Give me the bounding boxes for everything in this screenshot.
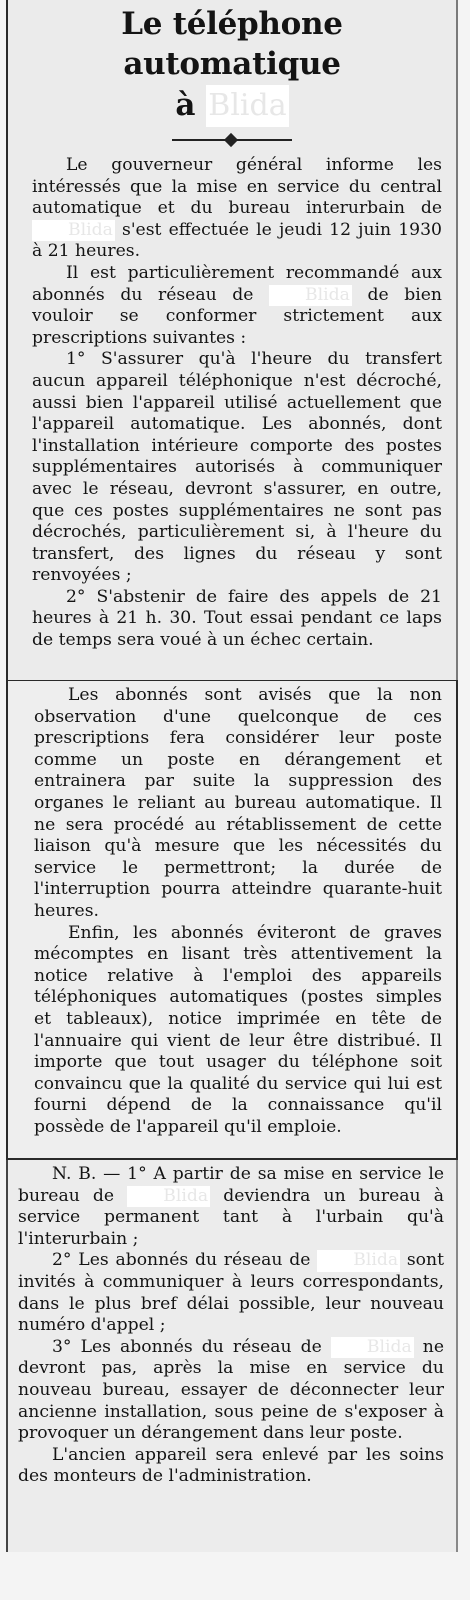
- headline-prefix: à: [175, 87, 196, 123]
- paragraph-nb-3: 3° Les abonnés du réseau de Blida ne devront pas, après la mise en service du nouveau bureau, essayer de déconnecter leur ancienne installation, sous peine de s'exposer à provoquer un dérangement dans leur poste.: [18, 1336, 445, 1444]
- redacted-place: Blida: [331, 1337, 414, 1359]
- redacted-place: Blida: [32, 220, 115, 242]
- headline-line2: [8, 84, 456, 127]
- paragraph-notice: Enfin, les abonnés éviteront de graves mécomptes en lisant très attentivement la notice relative à l'emploi des appareils téléphoniques automatiques (postes simples et tableaux), notice imprimée en tête de l'annuaire qui vient de leur être distribué. Il importe que tout usager du téléphone soit convaincu que la qualité du service qui lui est fourni dépend de la connaissance qu'il possède de l'appareil qu'il emploie.: [34, 922, 442, 1137]
- redacted-place: Blida: [269, 285, 352, 307]
- paragraph-nb-1: N. B. — 1° A partir de sa mise en service le bureau de Blida deviendra un bureau à service permanent tant à l'urbain qu'à l'interurbain ;: [18, 1164, 444, 1249]
- headline: Le téléphone automatique: [121, 6, 343, 82]
- paragraph-warning: Les abonnés sont avisés que la non observation d'une quelconque de ces prescriptions fera considérer leur poste comme un poste en dérangement et entrainera par suite la suppression des organes le reliant au bureau automatique. Il ne sera procédé au rétablissement de cette liaison qu'à mesure que les nécessités du service le permettront; la durée de l'interruption pourra atteindre quarante-huit heures.: [34, 685, 442, 921]
- paragraph-nb-4: L'ancien appareil sera enlevé par les soins des monteurs de l'administration.: [18, 1444, 444, 1487]
- clipping-bottom: [6, 1160, 458, 1552]
- paragraph-recommendation: Il est particulièrement recommandé aux abonnés du réseau de Blida de bien vouloir se conformer strictement aux prescriptions suivantes :: [32, 262, 443, 348]
- redacted-place: Blida: [206, 85, 288, 127]
- clipping-top: [6, 0, 458, 680]
- ornament-divider: [172, 133, 292, 145]
- clipping-middle: [6, 680, 458, 1160]
- redacted-place: Blida: [317, 1250, 400, 1272]
- paragraph-rule-2: 2° S'abstenir de faire des appels de 21 heures à 21 h. 30. Tout essai pendant ce laps de temps sera voué à un échec certain.: [32, 586, 442, 651]
- paragraph-rule-1: 1° S'assurer qu'à l'heure du transfert aucun appareil téléphonique n'est décroché, aussi bien l'appareil utilisé actuellement que l'appareil automatique. Les abonnés, dont l'installation intérieure comporte des postes supplémentaires autorisés à communiquer avec le réseau, devront s'assurer, en outre, que ces postes supplémentaires ne sont pas décrochés, particulièrement si, à l'heure du transfert, des lignes du réseau y sont renvoyées ;: [32, 349, 442, 586]
- paragraph-nb-2: 2° Les abonnés du réseau de Blida sont invités à communiquer à leurs correspondants, dans le plus bref délai possible, leur nouveau numéro d'appel ;: [18, 1250, 444, 1336]
- paragraph-announcement: Le gouverneur général informe les intéressés que la mise en service du central automatique et du bureau interurbain de Blida s'est effectuée le jeudi 12 juin 1930 à 21 heures.: [32, 155, 442, 262]
- redacted-place: Blida: [127, 1186, 210, 1208]
